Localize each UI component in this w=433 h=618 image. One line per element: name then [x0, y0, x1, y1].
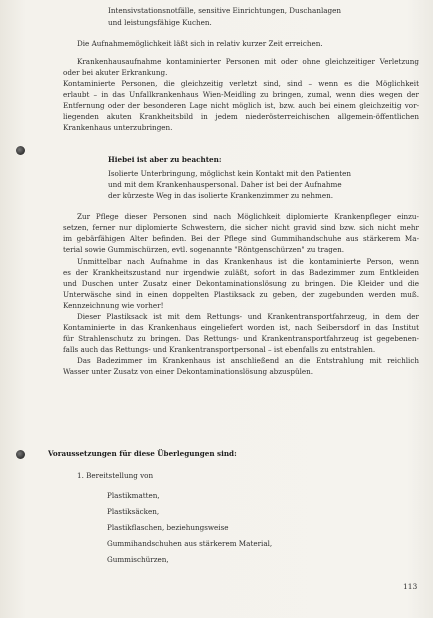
text-line: es der Krankheitszustand nur irgendwie zuläßt, sofort in das Badezimmer zum Entkleiden [63, 268, 419, 277]
text-line: oder bei akuter Erkrankung. [63, 68, 168, 77]
note-heading: Hiebei ist aber zu beachten: [108, 155, 222, 164]
text-line: Kontaminierte Personen, die gleichzeitig verletzt sind, sind – wenn es die Möglichkeit [63, 79, 419, 88]
section-heading: Voraussetzungen für diese Überlegungen sind: [48, 449, 237, 458]
text-line: Krankenhausaufnahme kontaminierter Personen mit oder ohne gleichzeitiger Verletzung [77, 57, 419, 66]
text-line: Isolierte Unterbringung, möglichst kein Kontakt mit den Patienten [108, 169, 352, 178]
list-item: Plastiksäcken, [107, 507, 160, 516]
page-number: 113 [403, 582, 418, 591]
punch-hole-bottom [16, 450, 25, 459]
text-line: Kennzeichnung wie vorher! [63, 301, 164, 310]
text-line: Wasser unter Zusatz von einer Dekontaminationslösung abzuspülen. [63, 367, 314, 376]
text-line: falls auch das Rettungs- und Krankentransportpersonal – ist ebenfalls zu entstrahlen. [63, 345, 376, 354]
text-line: erlaubt – in das Unfallkrankenhaus Wien-Meidling zu bringen, zumal, wenn dies wegen der [63, 90, 419, 99]
text-line: und mit dem Krankenhauspersonal. Daher ist bei der Aufnahme [108, 180, 342, 189]
text-line: Krankenhaus unterzubringen. [63, 123, 173, 132]
text-line: Unmittelbar nach Aufnahme in das Krankenhaus ist die kontaminierte Person, wenn [77, 257, 419, 266]
text-line: terial sowie Gummischürzen, evtl. sogenannte "Röntgenschürzen" zu tragen. [63, 245, 345, 254]
text-line: setzen, ferner nur diplomierte Schwestern, die sicher nicht gravid sind bzw. sich nicht mehr [63, 223, 419, 232]
text-line: Intensivstationsnotfälle, sensitive Einrichtungen, Duschanlagen [108, 6, 342, 15]
text-line: und leistungsfähige Kuchen. [108, 18, 212, 27]
text-line: liegenden akuten Krankheitsbild in jedem niederösterreichischen allgemein-öffentlichen [63, 112, 419, 121]
list-item: Gummihandschuhen aus stärkerem Material, [107, 539, 273, 548]
list-item: Gummischürzen, [107, 555, 169, 564]
text-line: und Duschen unter Zusatz einer Dekontaminationslösung zu bringen. Die Kleider und die [63, 279, 419, 288]
text-line: für Strahlenschutz zu bringen. Das Rettungs- und Krankentransportfahrzeug ist gegebenen- [63, 334, 419, 343]
list-item: Plastikflaschen, beziehungsweise [107, 523, 229, 532]
list-item: Plastikmatten, [107, 491, 160, 500]
text-line: Kontaminierte in das Krankenhaus eingeliefert worden ist, nach Seibersdorf in das Institut [63, 323, 419, 332]
text-line: Entfernung oder der besonderen Lage nicht möglich ist, bzw. auch bei einem gleichzeitig vor- [63, 101, 419, 110]
list-item: 1. Bereitstellung von [77, 471, 154, 480]
text-line: im gebärfähigen Alter befinden. Bei der Pflege sind Gummihandschuhe aus stärkerem Ma- [63, 234, 419, 243]
text-line: Die Aufnahmemöglichkeit läßt sich in relativ kurzer Zeit erreichen. [77, 39, 323, 48]
text-line: Dieser Plastiksack ist mit dem Rettungs- und Krankentransportfahrzeug, in dem der [77, 312, 419, 321]
text-line: Zur Pflege dieser Personen sind nach Möglichkeit diplomierte Krankenpfleger einzu- [77, 212, 419, 221]
text-line: Unterwäsche sind in einen doppelten Plastiksack zu geben, der zugebunden werden muß. [63, 290, 419, 299]
punch-hole-top [16, 146, 25, 155]
text-line: Das Badezimmer im Krankenhaus ist anschließend an die Entstrahlung mit reichlich [77, 356, 419, 365]
text-line: der kürzeste Weg in das isolierte Krankenzimmer zu nehmen. [108, 191, 334, 200]
